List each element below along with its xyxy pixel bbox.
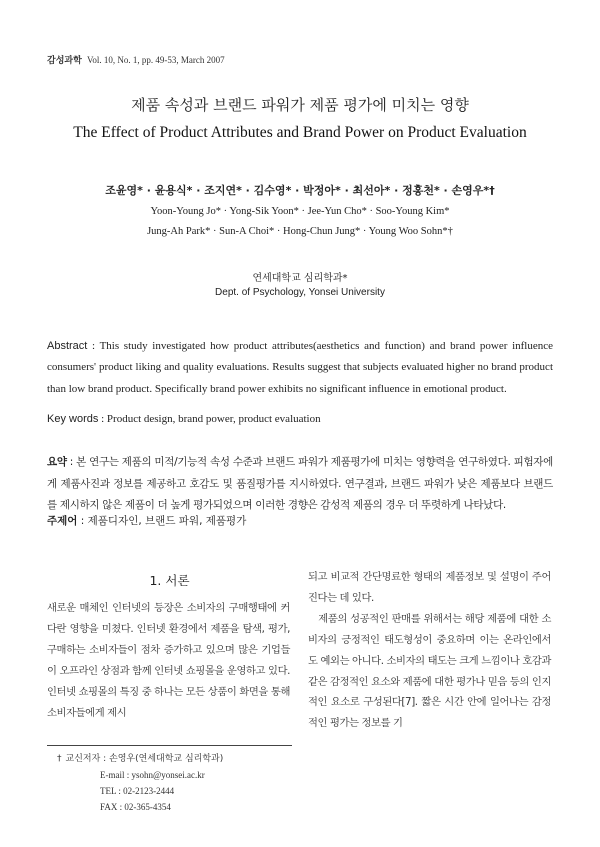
authors-korean: 조윤영* · 윤용식* · 조지연* · 김수영* · 박정아* · 최선아* · 정홍천* · 손영우*† [105,184,495,197]
dagger-symbol: † [57,754,62,764]
footnote-divider [47,745,292,746]
intro-paragraph-2: 제품의 성공적인 판매를 위해서는 해당 제품에 대한 소비자의 긍정적인 태도형성이 중요하며 이는 온라인에서도 예외는 아니다. 소비자의 태도는 크게 느낌이나 호감과 같은 감정적인 요소와 제품에 대한 평가나 믿음 등의 인지적인 요소로 구성된다[7]. 짧은 시간 안에 일어나는 감정적인 평가는 정보를 기 [308,612,551,730]
intro-paragraph-1-continued: 되고 비교적 간단명료한 형태의 제품정보 및 설명이 주어진다는 데 있다. [308,571,551,604]
footnote-email: E-mail : ysohn@yonsei.ac.kr [100,770,205,780]
body-column-left [47,598,290,723]
citation-info: Vol. 10, No. 1, pp. 49-53, March 2007 [87,55,225,65]
korean-summary [47,452,553,517]
korean-keywords-label: 주제어 [47,515,78,527]
korean-keywords-text: : 제품디자인, 브랜드 파워, 제품평가 [77,515,247,527]
summary-label: 요약 [47,456,67,468]
authors-english-line1: Yoon-Young Jo* · Yong-Sik Yoon* · Jee-Yun Cho* · Soo-Young Kim* [150,206,450,217]
korean-keywords [47,513,553,528]
footnote-tel: TEL : 02-2123-2444 [100,786,175,796]
affiliation-korean: 연세대학교 심리학과* [252,273,348,284]
section-heading-introduction: 1. 서론 [149,573,190,588]
footnote-fax: FAX : 02-365-4354 [100,802,171,812]
title-korean: 제품 속성과 브랜드 파워가 제품 평가에 미치는 영향 [131,96,469,114]
intro-paragraph-1: 새로운 매체인 인터넷의 등장은 소비자의 구매행태에 커다란 영향을 미쳤다. 인터넷 환경에서 제품을 탐색, 평가, 구매하는 소비자들이 점차 증가하고 있으며 많은 기업들이 오프라인 상점과 함께 인터넷 쇼핑몰을 운영하고 있다. 인터넷 쇼핑몰의 특징 중 하나는 모든 상품이 화면을 통해 소비자들에게 제시 [47,602,290,719]
abstract [47,336,553,400]
authors-english-line2: Jung-Ah Park* · Sun-A Choi* · Hong-Chun Jung* · Young Woo Sohn*† [147,226,453,237]
keywords-text: : Product design, brand power, product evaluation [98,413,321,425]
keywords [47,413,553,425]
footnote-corresponding-author: 교신저자 : 손영우(연세대학교 심리학과) [65,754,224,764]
affiliation-english: Dept. of Psychology, Yonsei University [215,287,385,298]
running-header [47,53,225,66]
footnote [57,751,223,815]
summary-text: : 본 연구는 제품의 미적/기능적 속성 수준과 브랜드 파워가 제품평가에 미치는 영향력을 연구하였다. 피험자에게 제품사진과 정보를 제공하고 호감도 및 품질평가를 지시하였다. 연구결과, 브랜드 파워가 낮은 제품보다 브랜드를 제시하지 않은 제품이 더 높게 평가되었으며 이러한 경향은 감성적 제품의 경우 더 뚜렷하게 나타났다. [47,456,553,511]
abstract-text: : This study investigated how product attributes(aesthetics and function) and brand power influence consumers' product liking and quality evaluations. Results suggest that subjects evaluated higher no brand product than low brand product. Specifically brand power exhibits no significant influence in emotional product. [47,340,553,395]
journal-name: 감성과학 [47,56,82,66]
keywords-label: Key words [47,413,99,425]
body-column-right [308,567,551,734]
abstract-label: Abstract [47,340,88,352]
title-english: The Effect of Product Attributes and Brand Power on Product Evaluation [73,124,527,141]
